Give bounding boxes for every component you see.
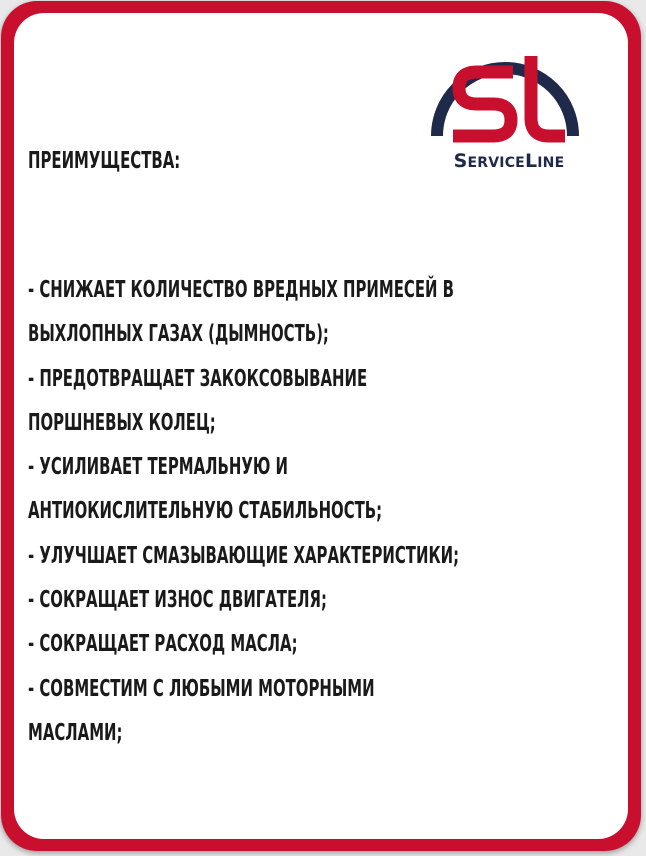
advantage-line: - УЛУЧШАЕТ СМАЗЫВАЮЩИЕ ХАРАКТЕРИСТИКИ;: [28, 542, 460, 569]
advantage-line: ПОРШНЕВЫХ КОЛЕЦ;: [28, 409, 216, 436]
advantage-line: АНТИОКИСЛИТЕЛЬНУЮ СТАБИЛЬНОСТЬ;: [28, 498, 383, 525]
advantage-line: - СОКРАЩАЕТ ИЗНОС ДВИГАТЕЛЯ;: [28, 587, 327, 614]
advantage-line: - УСИЛИВАЕТ ТЕРМАЛЬНУЮ И: [28, 454, 288, 481]
brand-name-part: S: [453, 150, 468, 172]
advantage-line: МАСЛАМИ;: [28, 719, 123, 746]
advantage-line: - СОВМЕСТИМ С ЛЮБЫМИ МОТОРНЫМИ: [28, 675, 375, 702]
advantage-line: - СОКРАЩАЕТ РАСХОД МАСЛА;: [28, 631, 298, 658]
advantage-line: ВЫХЛОПНЫХ ГАЗАХ (ДЫМНОСТЬ);: [28, 321, 329, 348]
brand-name-part: ERVICE: [467, 155, 525, 171]
brand-name-part: L: [524, 150, 538, 172]
brand-name: [424, 150, 594, 172]
advantages-heading: ПРЕИМУЩЕСТВА:: [28, 148, 181, 174]
advantage-line: - ПРЕДОТВРАЩАЕТ ЗАКОКСОВЫВАНИЕ: [28, 365, 368, 392]
advantage-line: - СНИЖАЕТ КОЛИЧЕСТВО ВРЕДНЫХ ПРИМЕСЕЙ В: [28, 277, 455, 303]
brand-name-part: INE: [537, 155, 565, 171]
advantages-list: [28, 268, 604, 755]
